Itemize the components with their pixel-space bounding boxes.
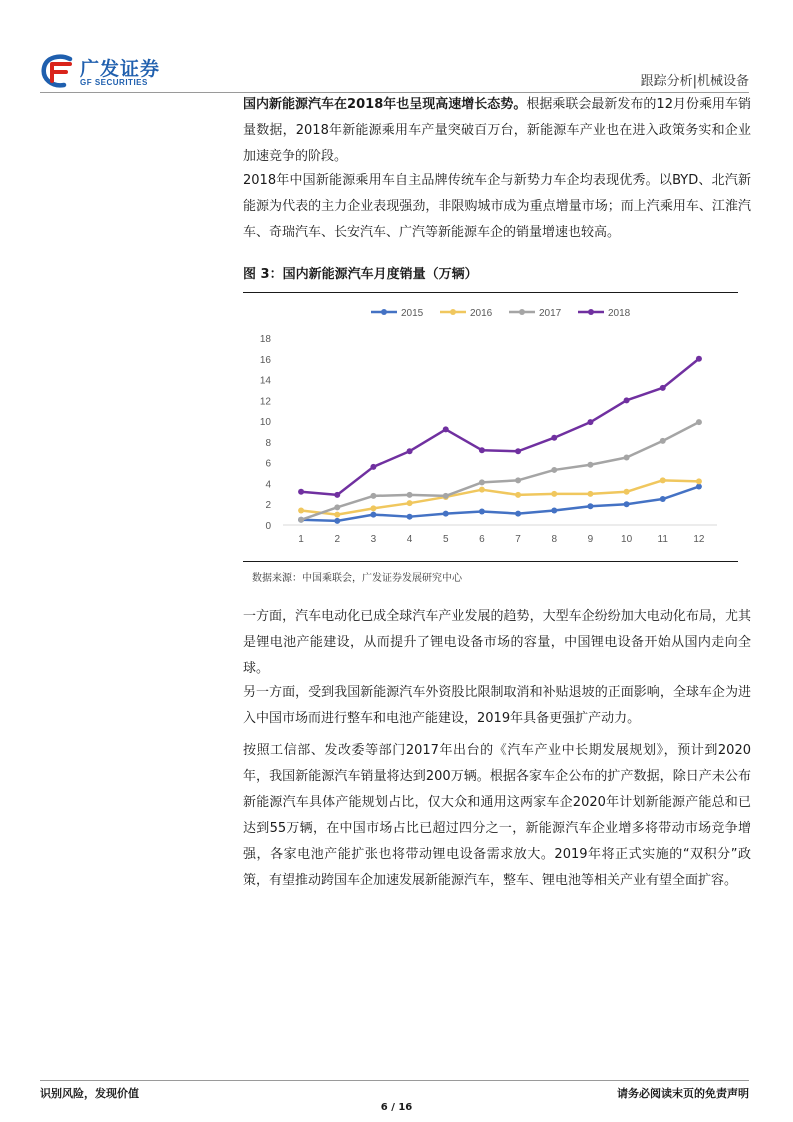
data-point-2015 — [660, 496, 666, 502]
figure-bottom-rule — [243, 561, 738, 562]
data-point-2017 — [443, 493, 449, 499]
x-tick-label: 7 — [515, 534, 521, 545]
series-line-2016 — [301, 480, 699, 514]
legend-label-2016: 2016 — [470, 308, 493, 319]
company-logo — [40, 52, 180, 92]
data-point-2016 — [407, 500, 413, 506]
paragraph-2: 2018年中国新能源乘用车自主品牌传统车企与新势力车企均表现优秀。以BYD、北汽新能源为代表的主力企业表现强劲，非限购城市成为重点增量市场；而上汽乘用车、江淮汽车、奇瑞汽车、长安汽车、广汽等新能源车企的销量增速也较高。 — [243, 173, 751, 240]
footer-slogan: 识别风险，发现价值 — [40, 1087, 139, 1100]
x-tick-label: 12 — [693, 534, 705, 545]
y-tick-label: 16 — [259, 354, 271, 366]
data-point-2016 — [479, 487, 485, 493]
data-point-2018 — [370, 464, 376, 470]
page-number: 6 / 16 — [380, 1102, 413, 1113]
brand-name-cn: 广发证券 — [80, 58, 161, 80]
data-point-2015 — [407, 514, 413, 520]
series-line-2017 — [301, 422, 699, 520]
legend-marker-2015 — [381, 309, 387, 315]
data-point-2017 — [407, 492, 413, 498]
footer-disclaimer-note: 请务必阅读末页的免责声明 — [617, 1087, 749, 1100]
paragraph-4: 另一方面，受到我国新能源汽车外资股比限制取消和补贴退坡的正面影响，全球车企为进入中国市场而进行整车和电池产能建设，2019年具备更强扩产动力。 — [243, 685, 751, 726]
data-point-2016 — [298, 507, 304, 513]
data-point-2017 — [551, 467, 557, 473]
data-point-2016 — [696, 478, 702, 484]
x-tick-label: 10 — [621, 534, 633, 545]
x-tick-label: 5 — [442, 534, 449, 545]
y-tick-label: 2 — [265, 500, 271, 512]
chart-series — [298, 356, 702, 524]
x-tick-label: 6 — [479, 534, 485, 545]
x-tick-label: 8 — [551, 534, 558, 545]
report-section: 跟踪分析|机械设备 — [640, 74, 749, 89]
data-point-2018 — [479, 447, 485, 453]
data-point-2016 — [624, 489, 630, 495]
legend-marker-2016 — [450, 309, 456, 315]
data-point-2018 — [334, 492, 340, 498]
data-point-2015 — [696, 484, 702, 490]
data-point-2018 — [660, 385, 666, 391]
gf-logo-icon — [40, 54, 76, 88]
data-point-2015 — [551, 507, 557, 513]
data-point-2018 — [443, 426, 449, 432]
data-point-2016 — [370, 505, 376, 511]
data-point-2018 — [696, 356, 702, 362]
legend-label-2018: 2018 — [608, 308, 631, 319]
paragraph-3: 一方面，汽车电动化已成全球汽车产业发展的趋势，大型车企纷纷加大电动化布局，尤其是锂电池产能建设，从而提升了锂电设备市场的容量，中国锂电设备开始从国内走向全球。 — [243, 609, 751, 676]
data-point-2017 — [515, 477, 521, 483]
data-point-2018 — [551, 435, 557, 441]
data-point-2017 — [479, 479, 485, 485]
x-tick-label: 1 — [298, 534, 304, 545]
paragraph-1-lead: 国内新能源汽车在2018年也呈现高速增长态势。 — [243, 97, 527, 112]
y-tick-label: 0 — [265, 521, 271, 532]
legend-marker-2018 — [588, 309, 594, 315]
chart-y-axis — [260, 334, 272, 532]
data-point-2017 — [370, 493, 376, 499]
data-point-2015 — [479, 508, 485, 514]
x-tick-label: 2 — [334, 534, 341, 545]
legend-label-2017: 2017 — [539, 308, 562, 319]
data-point-2015 — [624, 501, 630, 507]
data-point-2015 — [515, 511, 521, 517]
data-point-2015 — [587, 503, 593, 509]
y-tick-label: 10 — [259, 417, 271, 429]
x-tick-label: 11 — [657, 534, 668, 545]
figure-top-rule — [243, 292, 738, 293]
paragraph-1 — [243, 92, 751, 170]
paragraph-5: 按照工信部、发改委等部门2017年出台的《汽车产业中长期发展规划》，预计到2020年，我国新能源汽车销量将达到200万辆。根据各家车企公布的扩产数据，除日产未公布新能源汽车具体产能规划占比，仅大众和通用这两家车企2020年计划新能源产能总和已达到55万辆，在中国市场占比已超过四分之一，新能源汽车企业增多将带动市场竞争增强，各家电池产能扩张也将带动锂电设备需求放大。2019年将正式实施的“双积分”政策，有望推动跨国车企加速发展新能源汽车，整车、锂电池等相关产业有望全面扩容。 — [243, 743, 751, 888]
data-point-2018 — [298, 489, 304, 495]
chart-legend — [371, 308, 631, 319]
x-tick-label: 3 — [370, 534, 377, 545]
data-point-2018 — [515, 448, 521, 454]
legend-marker-2017 — [519, 309, 525, 315]
y-tick-label: 14 — [259, 375, 271, 387]
figure-source: 数据来源：中国乘联会，广发证券发展研究中心 — [252, 573, 462, 584]
data-point-2017 — [334, 504, 340, 510]
footer-divider — [40, 1080, 749, 1081]
x-tick-label: 4 — [406, 534, 413, 545]
data-point-2017 — [624, 454, 630, 460]
paragraph-1-body: 根据乘联会最新发布的12月份乘用车销量数据，2018年新能源乘用车产量突破百万台，新能源车产业也在进入政策务实和企业加速竞争的阶段。 — [243, 97, 752, 164]
data-point-2017 — [298, 517, 304, 523]
data-point-2016 — [587, 491, 593, 497]
monthly-sales-line-chart — [243, 295, 738, 557]
data-point-2018 — [587, 419, 593, 425]
data-point-2016 — [334, 512, 340, 518]
series-line-2018 — [301, 359, 699, 495]
data-point-2016 — [551, 491, 557, 497]
data-point-2016 — [515, 492, 521, 498]
data-point-2016 — [660, 477, 666, 483]
chart-x-axis — [283, 525, 717, 545]
x-tick-label: 9 — [587, 534, 594, 545]
data-point-2018 — [624, 397, 630, 403]
y-tick-label: 6 — [265, 458, 271, 470]
figure-title: 图 3：国内新能源汽车月度销量（万辆） — [243, 267, 478, 282]
data-point-2017 — [587, 462, 593, 468]
y-tick-label: 12 — [259, 396, 271, 408]
data-point-2015 — [443, 511, 449, 517]
y-tick-label: 4 — [265, 479, 271, 491]
legend-label-2015: 2015 — [401, 308, 424, 319]
brand-name-en: GF SECURITIES — [80, 78, 148, 87]
data-point-2015 — [370, 512, 376, 518]
data-point-2017 — [660, 438, 666, 444]
data-point-2017 — [696, 419, 702, 425]
data-point-2015 — [334, 518, 340, 524]
y-tick-label: 18 — [259, 334, 271, 345]
y-tick-label: 8 — [265, 437, 271, 449]
data-point-2018 — [407, 448, 413, 454]
